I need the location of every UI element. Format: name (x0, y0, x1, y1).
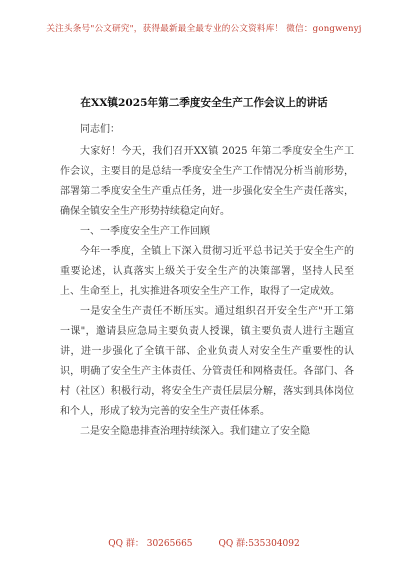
footer-qq-groups (0, 536, 408, 549)
paragraph-review: 今年一季度，全镇上下深入贯彻习近平总书记关于安全生产的重要论述，认真落实上级关于安全生产的决策部署，坚持人民至上、生命至上，扎实推进各项安全生产工作，取得了一定成效。 (60, 246, 354, 297)
paragraph-hazard: 二是安全隐患排查治理持续深入。我们建立了安全隐 (80, 426, 310, 437)
document-title: 在XX镇2025年第二季度安全生产工作会议上的讲话 (80, 97, 328, 109)
footer-qq-group-1: QQ 群： 30265665 (108, 539, 193, 549)
section-heading-1: 一、一季度安全生产工作回顾 (80, 226, 210, 237)
paragraph-responsibility: 一是安全生产责任不断压实。通过组织召开安全生产"开工第一课"，邀请县应急局主要负责人授课，镇主要负责人进行主题宣讲，进一步强化了全镇干部、企业负责人对安全生产重要性的认识，明确了安全生产主体责任、分管责任和网格责任。各部门、各村（社区）积极行动，将安全生产责任层层分解，落实到具体岗位和个人，形成了较为完善的安全生产责任体系。 (60, 306, 354, 417)
document-body (60, 120, 354, 442)
footer-qq-group-2: QQ 群:535304092 (218, 539, 300, 549)
salutation: 同志们： (80, 124, 120, 135)
header-promo-note: 关注头条号"公文研究"，获得最新最全最专业的公文资料库！ 微信：gongwenyj (46, 24, 362, 34)
paragraph-opening: 大家好！今天，我们召开XX镇 2025 年第二季度安全生产工作会议，主要目的是总结一季度安全生产工作情况分析当前形势，部署第二季度安全生产重点任务，进一步强化安全生产责任落实，确保全镇安全生产形势持续稳定向好。 (60, 146, 354, 217)
